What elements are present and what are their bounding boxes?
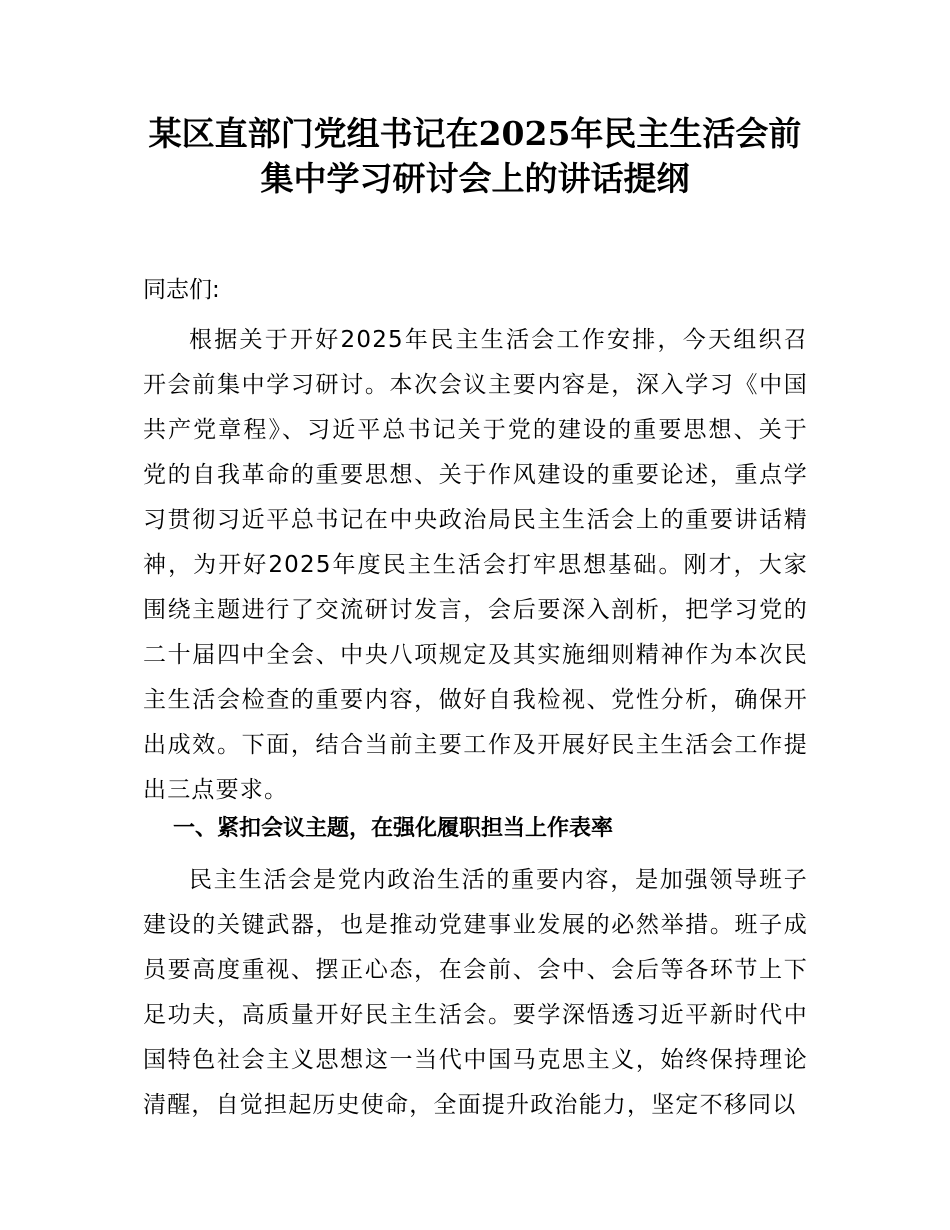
section-heading-1: 一、紧扣会议主题，在强化履职担当上作表率 [173,816,614,841]
paragraph-intro: 根据关于开好2025年民主生活会工作安排，今天组织召开会前集中学习研讨。本次会议主要内容是，深入学习《中国共产党章程》、习近平总书记关于党的建设的重要思想、关于党的自我革命的重要思想、关于作风建设的重要论述，重点学习贯彻习近平总书记在中央政治局民主生活会上的重要讲话精神，为开好2025年度民主生活会打牢思想基础。刚才，大家围绕主题进行了交流研讨发言，会后要深入剖析，把学习党的二十届四中全会、中央八项规定及其实施细则精神作为本次民主生活会检查的重要内容，做好自我检视、党性分析，确保开出成效。下面，结合当前主要工作及开展好民主生活会工作提出三点要求。 [143,327,808,803]
paragraph-section-1: 民主生活会是党内政治生活的重要内容，是加强领导班子建设的关键武器，也是推动党建事业发展的必然举措。班子成员要高度重视、摆正心态，在会前、会中、会后等各环节上下足功夫，高质量开好民主生活会。要学深悟透习近平新时代中国特色社会主义思想这一当代中国马克思主义，始终保持理论清醒，自觉担起历史使命，全面提升政治能力，坚定不移同以 [143,867,808,1118]
salutation: 同志们: [143,277,220,303]
document-title-line1: 某区直部门党组书记在2025年民主生活会前 [148,114,802,153]
document-title-line2: 集中学习研讨会上的讲话提纲 [260,159,690,198]
